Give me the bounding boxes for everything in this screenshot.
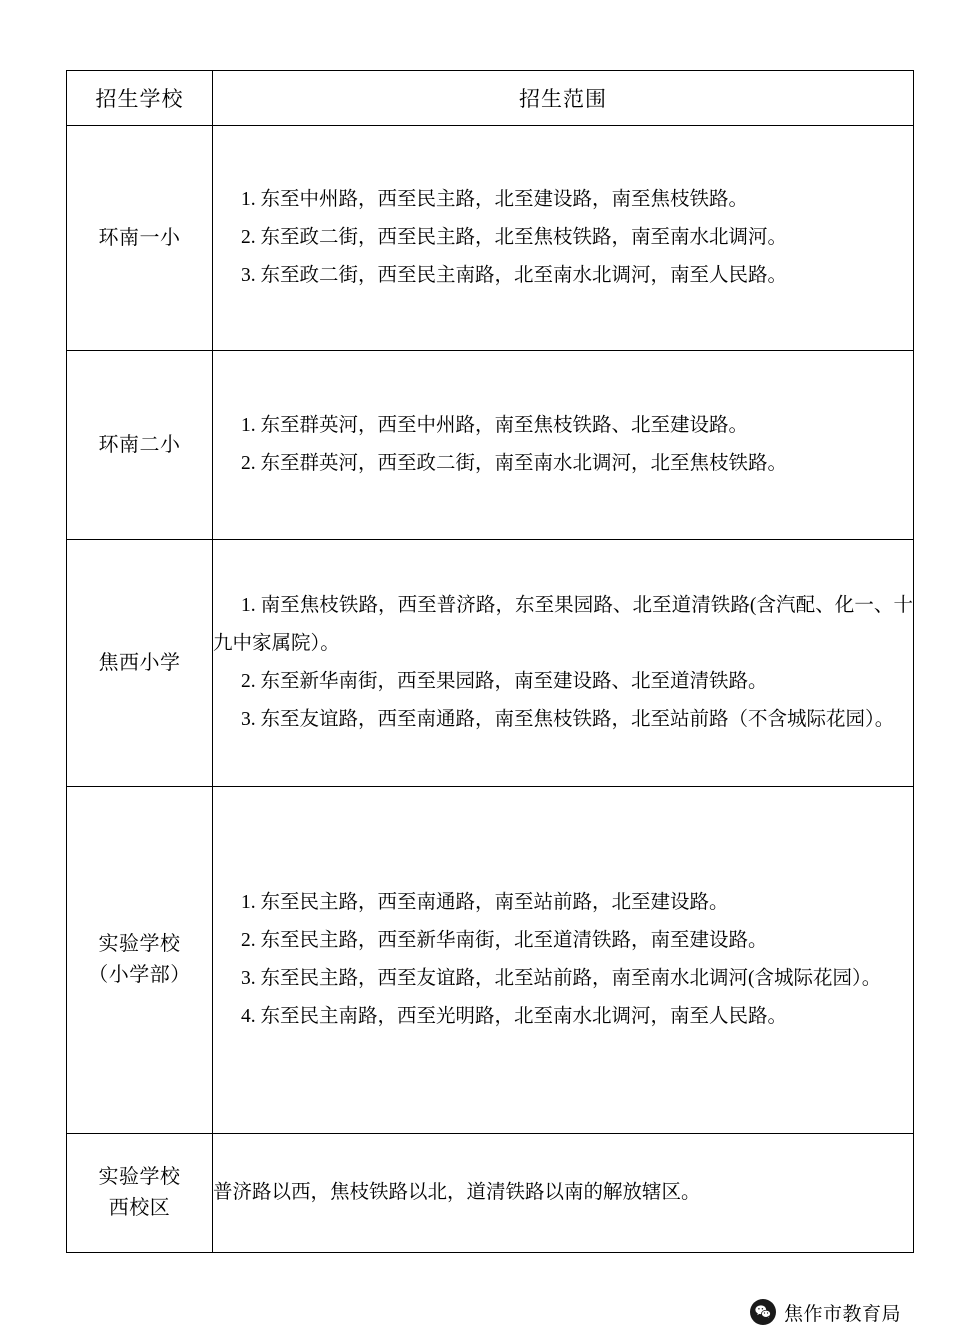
school-name-line: 环南二小 <box>98 433 181 456</box>
table-header-row <box>67 71 914 126</box>
school-name-cell <box>67 540 213 787</box>
school-name-line: （小学部） <box>88 964 191 986</box>
table-row <box>67 351 914 540</box>
range-item: 1. 东至民主路，西至南通路，南至站前路，北至建设路。 <box>241 891 729 913</box>
range-description-cell <box>213 351 914 540</box>
table-row <box>67 787 914 1134</box>
range-item: 3. 东至友谊路，西至南通路，南至焦枝铁路，北至站前路（不含城际花园）。 <box>241 709 895 731</box>
school-name-line: 西校区 <box>108 1197 171 1219</box>
school-name-line: 焦西小学 <box>98 651 181 674</box>
wechat-icon <box>750 1299 776 1325</box>
range-item: 2. 东至群英河，西至政二街，南至南水北调河，北至焦枝铁路。 <box>241 453 788 474</box>
school-name-line: 实验学校 <box>98 1166 181 1188</box>
school-name-cell <box>67 351 213 540</box>
range-description-cell <box>213 787 914 1134</box>
table-row <box>67 1134 914 1253</box>
school-name-cell <box>67 126 213 351</box>
range-item: 3. 东至政二街，西至民主南路，北至南水北调河，南至人民路。 <box>241 265 788 286</box>
school-name-cell <box>67 1134 213 1253</box>
wechat-account-badge <box>750 1299 901 1326</box>
table-row <box>67 126 914 351</box>
range-item: 1. 南至焦枝铁路，西至普济路，东至果园路、北至道清铁路(含汽配、化一、十九中家属院）。 <box>213 594 913 654</box>
footer <box>0 1290 963 1334</box>
column-header-school: 招生学校 <box>67 71 213 126</box>
range-item: 3. 东至民主路，西至友谊路，北至站前路，南至南水北调河(含城际花园）。 <box>241 968 882 989</box>
column-header-range: 招生范围 <box>213 71 914 126</box>
range-item: 1. 东至群英河，西至中州路，南至焦枝铁路、北至建设路。 <box>241 414 749 436</box>
wechat-account-name: 焦作市教育局 <box>783 1303 901 1325</box>
range-item: 1. 东至中州路，西至民主路，北至建设路，南至焦枝铁路。 <box>241 188 749 210</box>
range-description-cell <box>213 540 914 787</box>
range-item: 2. 东至政二街，西至民主路，北至焦枝铁路，南至南水北调河。 <box>241 226 788 248</box>
range-description-cell <box>213 126 914 351</box>
range-item: 4. 东至民主南路，西至光明路，北至南水北调河，南至人民路。 <box>241 1006 788 1028</box>
school-name-cell <box>67 787 213 1134</box>
range-description-cell <box>213 1134 914 1253</box>
enrollment-scope-table <box>66 70 914 1253</box>
school-name-line: 实验学校 <box>98 933 181 955</box>
range-item: 2. 东至新华南街，西至果园路，南至建设路、北至道清铁路。 <box>241 671 768 692</box>
table-row <box>67 540 914 787</box>
school-name-line: 环南一小 <box>98 226 181 249</box>
range-item: 2. 东至民主路，西至新华南街，北至道清铁路，南至建设路。 <box>241 929 768 951</box>
range-item: 普济路以西，焦枝铁路以北，道清铁路以南的解放辖区。 <box>213 1181 701 1203</box>
